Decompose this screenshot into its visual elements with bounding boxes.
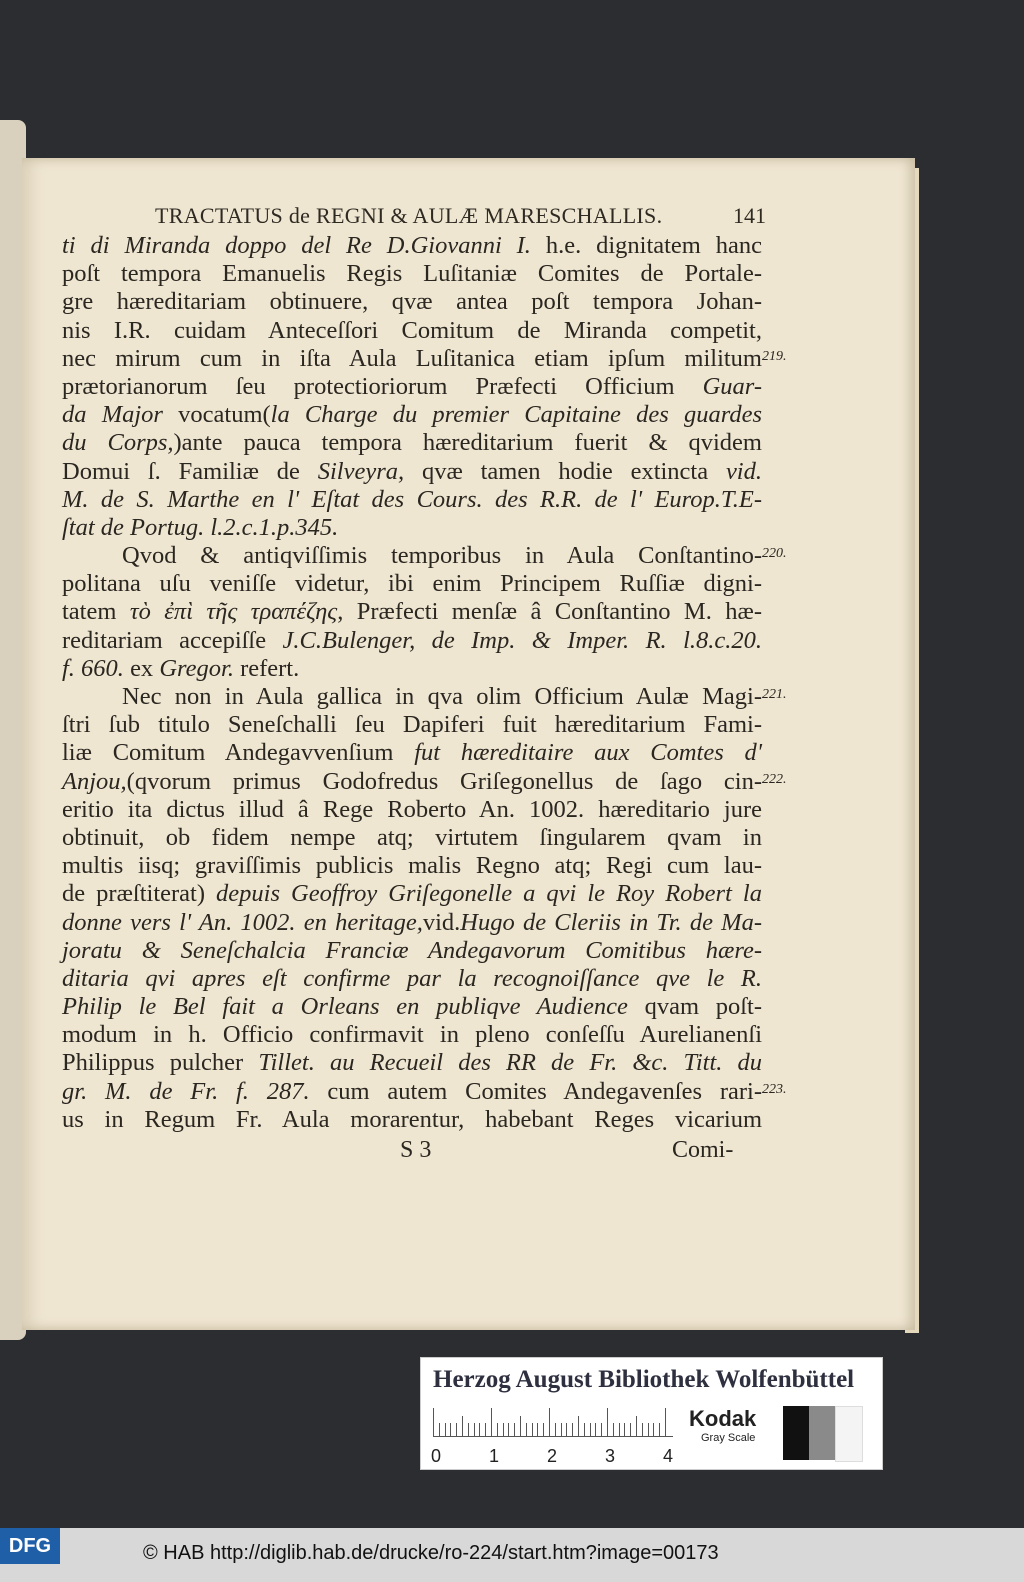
text-segment: de præſtiterat)	[62, 880, 206, 908]
italic-text: du Corps,	[62, 429, 174, 457]
text-line	[62, 1106, 762, 1134]
text-line	[62, 965, 762, 993]
text-segment: ſtri ſub titulo Seneſchalli ſeu Dapiferi fuit hæreditarium Fami-	[62, 711, 762, 739]
text-line	[62, 317, 762, 345]
text-segment: eritio ita dictus illud â Rege Roberto An. 1002. hæreditario jure	[62, 795, 762, 823]
italic-text: Tillet. au Recueil des RR de Fr. &c. Titt. du	[258, 1049, 763, 1077]
text-segment: vid.	[422, 908, 461, 936]
ruler-tick	[456, 1423, 457, 1436]
text-line	[62, 852, 762, 880]
ruler-tick	[561, 1423, 562, 1436]
italic-text: M. de S. Marthe en l' Eſtat des Cours. des R.R. de l' Europ.T.E-	[62, 485, 762, 513]
ruler-tick	[613, 1423, 614, 1436]
italic-text: fut hæreditaire aux Comtes d'	[414, 739, 762, 767]
text-segment: prætorianorum ſeu protectioriorum Præfecti Officium	[62, 372, 703, 400]
body-text	[62, 232, 762, 1134]
italic-text: f. 660.	[62, 654, 124, 682]
ruler-tick	[479, 1423, 480, 1436]
dfg-logo: DFG	[0, 1528, 60, 1564]
catchword: Comi-	[672, 1137, 734, 1163]
text-line	[62, 514, 762, 542]
text-segment: tatem	[62, 598, 130, 626]
text-segment: nis I.R. cuidam Anteceſſori Comitum de Miranda competit,	[62, 316, 762, 344]
text-line	[62, 655, 762, 683]
italic-text: Gregor.	[159, 654, 234, 682]
ruler-tick	[584, 1423, 585, 1436]
ruler-tick	[636, 1416, 637, 1436]
text-segment: poſt tempora Emanuelis Regis Luſitaniæ Comites de Portale-	[62, 260, 762, 288]
ruler-tick	[601, 1423, 602, 1436]
scale-ruler	[433, 1408, 673, 1437]
text-line	[62, 345, 762, 373]
ruler-number: 1	[489, 1446, 500, 1466]
ruler-number: 0	[431, 1446, 442, 1466]
ruler-tick	[566, 1423, 567, 1436]
text-line	[62, 711, 762, 739]
ruler-tick	[485, 1423, 486, 1436]
text-line	[62, 458, 762, 486]
ruler-tick	[624, 1423, 625, 1436]
ruler-tick	[526, 1423, 527, 1436]
ruler-tick	[491, 1408, 492, 1436]
italic-text: ſtat de Portug. l.2.c.1.p.345.	[62, 513, 339, 541]
ruler-tick	[630, 1423, 631, 1436]
italic-text: donne vers l' An. 1002. en heritage,	[62, 908, 423, 936]
text-line	[62, 627, 762, 655]
marginal-number: 220.	[762, 546, 787, 562]
ruler-number: 3	[605, 1446, 616, 1466]
footer-bar	[0, 1528, 1024, 1582]
text-line	[62, 232, 762, 260]
italic-text: gr. M. de Fr. f. 287.	[62, 1077, 310, 1105]
italic-text: Silveyra,	[317, 457, 405, 485]
copyright-url[interactable]: © HAB http://diglib.hab.de/drucke/ro-224/start.htm?image=00173	[143, 1542, 719, 1564]
italic-text: τὸ ἐπὶ τῆς τραπέζης	[129, 598, 338, 626]
text-line	[62, 796, 762, 824]
library-name: Herzog August Bibliothek Wolfenbüttel	[433, 1366, 855, 1393]
ruler-tick	[578, 1416, 579, 1436]
ruler-tick	[653, 1423, 654, 1436]
text-segment: obtinuit, ob fidem nempe atq; virtutem ſingularem qvam in	[62, 823, 762, 851]
ruler-tick	[532, 1423, 533, 1436]
text-segment: liæ Comitum Andegavvenſium	[62, 739, 415, 767]
text-line	[62, 739, 762, 767]
marginal-number: 221.	[762, 687, 787, 703]
ruler-tick	[503, 1423, 504, 1436]
white-patch	[835, 1406, 863, 1462]
italic-text: da Major	[62, 401, 163, 429]
text-segment: Philippus pulcher	[62, 1049, 259, 1077]
text-segment: cum autem Comites Andegavenſes rari-	[309, 1077, 762, 1105]
text-segment: reditariam accepiſſe	[62, 626, 283, 654]
ruler-tick	[439, 1423, 440, 1436]
ruler-tick	[514, 1423, 515, 1436]
ruler-tick	[445, 1423, 446, 1436]
text-line	[62, 401, 762, 429]
text-line	[62, 1078, 762, 1106]
text-segment: us in Regum Fr. Aula morarentur, habebant Reges vicarium	[62, 1105, 762, 1133]
text-segment: ex	[123, 654, 160, 682]
text-segment: modum in h. Officio confirmavit in pleno conſeſſu Aurelianenſi	[62, 1021, 762, 1049]
ruler-tick	[648, 1423, 649, 1436]
marginal-number: 219.	[762, 348, 787, 364]
ruler-tick	[607, 1408, 608, 1436]
ruler-tick	[572, 1423, 573, 1436]
text-line	[62, 768, 762, 796]
ruler-tick	[543, 1423, 544, 1436]
color-calibration-card	[420, 1357, 883, 1470]
text-segment: multis iisq; graviſſimis publicis malis Regno atq; Regi cum lau-	[62, 852, 762, 880]
text-segment: qvæ tamen hodie extincta	[404, 457, 726, 485]
gray-scale-label: Gray Scale	[701, 1432, 756, 1444]
text-segment: qvam poſt-	[627, 993, 762, 1021]
ruler-number: 2	[547, 1446, 558, 1466]
text-line	[62, 288, 762, 316]
italic-text: joratu & Seneſchalcia Franciæ Andegavorum Comitibus hære-	[62, 936, 762, 964]
ruler-tick	[508, 1423, 509, 1436]
italic-text: depuis Geoffroy Griſegonelle a qvi le Roy Robert la	[205, 880, 762, 908]
ruler-tick	[450, 1423, 451, 1436]
ruler-tick	[537, 1423, 538, 1436]
text-line	[62, 909, 762, 937]
text-line	[62, 429, 762, 457]
italic-text: Philip le Bel fait a Orleans en publiqve Audience	[62, 993, 628, 1021]
text-segment: Qvod & antiqviſſimis temporibus in Aula Conſtantino-	[122, 542, 762, 570]
italic-text: Hugo de Cleriis in Tr. de Ma-	[460, 908, 762, 936]
running-header: TRACTATUS de REGNI & AULÆ MARESCHALLIS.	[155, 203, 663, 228]
text-line	[62, 373, 762, 401]
italic-text: Guar-	[702, 372, 762, 400]
ruler-tick	[555, 1423, 556, 1436]
text-segment: )ante pauca tempora hæreditarium fuerit & qvidem	[173, 429, 762, 457]
ruler-tick	[642, 1423, 643, 1436]
page-number: 141	[733, 203, 766, 228]
ruler-tick	[619, 1423, 620, 1436]
marginal-number: 222.	[762, 771, 787, 787]
text-line	[62, 1049, 762, 1077]
ruler-tick	[659, 1423, 660, 1436]
signature-mark: S 3	[400, 1137, 432, 1163]
ruler-tick	[433, 1408, 434, 1436]
text-line	[62, 570, 762, 598]
text-line	[62, 824, 762, 852]
ruler-tick	[462, 1416, 463, 1436]
ruler-tick	[468, 1423, 469, 1436]
ruler-tick	[665, 1408, 666, 1436]
ruler-tick	[549, 1408, 550, 1436]
black-patch	[783, 1406, 809, 1460]
ruler-number: 4	[663, 1446, 674, 1466]
text-line	[62, 260, 762, 288]
gray-patch	[809, 1406, 835, 1460]
text-line	[62, 486, 762, 514]
text-segment: nec mirum cum in iſta Aula Luſitanica etiam ipſum militum	[62, 344, 762, 372]
text-segment: (qvorum primus Godofredus Griſegonellus de ſago cin-	[126, 767, 762, 795]
text-segment: Domui ſ. Familiæ de	[62, 457, 318, 485]
italic-text: la Charge du premier Capitaine des guardes	[270, 401, 762, 429]
kodak-logo: Kodak	[689, 1406, 757, 1431]
text-segment: h.e. dignitatem hanc	[530, 232, 763, 259]
marginal-number: 223.	[762, 1082, 787, 1097]
ruler-tick	[520, 1416, 521, 1436]
text-line	[62, 542, 762, 570]
text-segment: gre hæreditariam obtinuere, qvæ antea poſt tempora Johan-	[62, 288, 762, 316]
text-segment: refert.	[233, 654, 300, 682]
text-line	[62, 993, 762, 1021]
text-line	[62, 598, 762, 626]
text-line	[62, 937, 762, 965]
text-segment: Nec non in Aula gallica in qva olim Officium Aulæ Magi-	[122, 683, 762, 710]
ruler-tick	[497, 1423, 498, 1436]
ruler-tick	[595, 1423, 596, 1436]
text-line	[62, 683, 762, 711]
italic-text: vid.	[725, 457, 762, 485]
text-segment: , Præfecti menſæ â Conſtantino M. hæ-	[337, 598, 762, 626]
ruler-tick	[474, 1423, 475, 1436]
italic-text: ditaria qvi apres eſt confirme par la recognoiſſance qve le R.	[62, 964, 762, 992]
italic-text: J.C.Bulenger, de Imp. & Imper. R. l.8.c.20.	[282, 626, 762, 654]
ruler-tick	[590, 1423, 591, 1436]
text-line	[62, 880, 762, 908]
text-segment: vocatum(	[162, 401, 271, 429]
italic-text: Anjou,	[62, 767, 127, 795]
italic-text: ti di Miranda doppo del Re D.Giovanni I.	[62, 232, 531, 259]
text-segment: politana uſu veniſſe videtur, ibi enim Principem Ruſſiæ digni-	[62, 570, 762, 598]
text-line	[62, 1021, 762, 1049]
